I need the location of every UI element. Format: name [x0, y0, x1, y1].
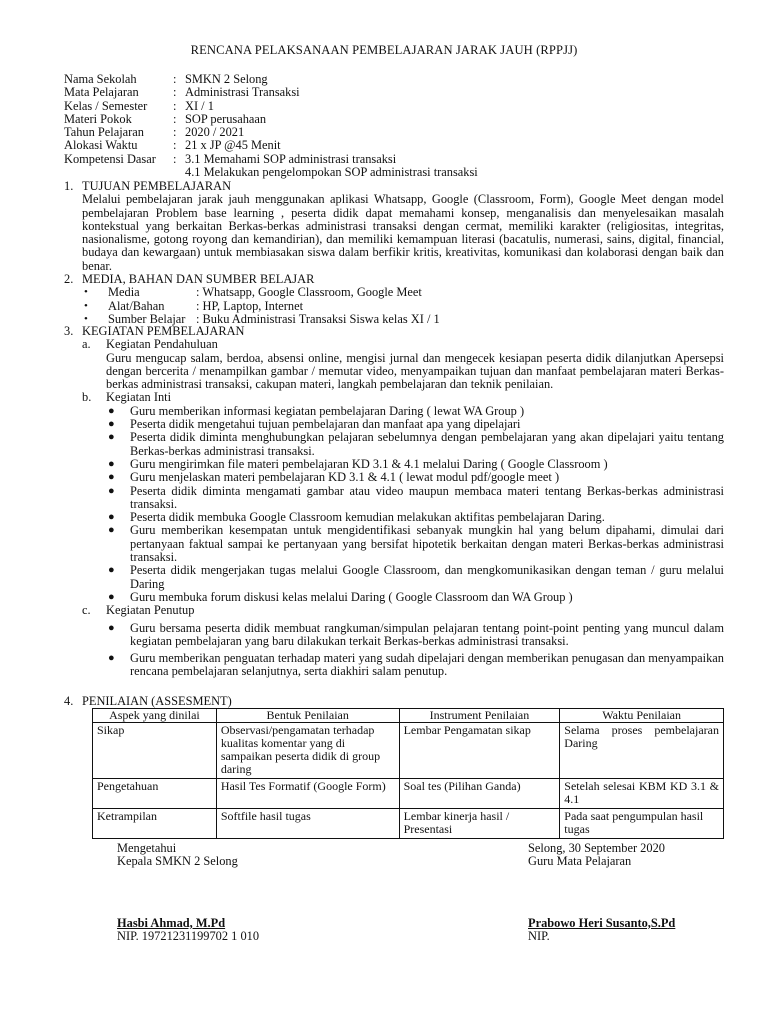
- subsection-title: Kegiatan Inti: [106, 390, 172, 405]
- identity-value: 4.1 Melakukan pengelompokan SOP administrasi transaksi: [185, 165, 478, 180]
- section-title: PENILAIAN (ASSESMENT): [82, 694, 232, 708]
- kegiatan-penutup-list: [64, 622, 724, 679]
- bullet-icon: ●: [108, 590, 115, 603]
- identity-label: Materi Pokok: [64, 111, 132, 126]
- identity-value: SMKN 2 Selong: [185, 72, 268, 86]
- column-header: Instrument Penilaian: [399, 709, 560, 723]
- column-header: Aspek yang dinilai: [93, 709, 217, 723]
- identity-row: Mata Pelajaran : Administrasi Transaksi: [64, 85, 300, 100]
- table-cell: Lembar kinerja hasil / Presentasi: [399, 809, 560, 839]
- subsection-paragraph: Guru mengucap salam, berdoa, absensi online, mengisi jurnal dan mengecek kesiapan peserta didik dilanjutkan Apersepsi dengan bercerita / menampilkan gambar / memutar video, menyampaikan tujuan dan manfaat pembelajaran materi Berkas-berkas administrasi transaksi, cakupan materi, langkah pembelajaran dan teknik penilaian.: [106, 350, 724, 392]
- table-cell: Pada saat pengumpulan hasil tugas: [560, 809, 724, 839]
- identity-label: Mata Pelajaran: [64, 85, 139, 100]
- list-item: ● Guru mengirimkan file materi pembelajaran KD 3.1 & 4.1 melalui Daring ( Google Classroom ): [108, 456, 608, 471]
- list-item: ● Peserta didik membuka Google Classroom kemudian melakukan aktifitas pembelajaran Daring.: [108, 510, 605, 525]
- table-cell: Observasi/pengamatan terhadap kualitas komentar yang di sampaikan peserta didik di group daring: [216, 723, 399, 779]
- identity-row: Materi Pokok : SOP perusahaan: [64, 111, 267, 126]
- identity-row: Tahun Pelajaran : 2020 / 2021: [64, 125, 245, 140]
- bullet-icon: ●: [108, 431, 115, 444]
- table-header-row: [93, 709, 724, 723]
- table-row: [93, 809, 724, 839]
- list-item: [82, 286, 724, 299]
- identity-row: Alokasi Waktu : 21 x JP @45 Menit: [64, 138, 281, 153]
- identity-value: 3.1 Memahami SOP administrasi transaksi: [185, 151, 397, 166]
- list-item: ● Guru bersama peserta didik membuat rangkuman/simpulan pelajaran tentang point-point penting yang muncul dalam kegiatan pembelajaran yang baru dilakukan terkait Berkas-berkas administrasi transaksi.: [108, 620, 724, 648]
- section-tujuan: [64, 180, 724, 273]
- section-kegiatan: [64, 325, 724, 679]
- identity-value: 2020 / 2021: [185, 125, 245, 140]
- list-item: [82, 300, 724, 313]
- table-cell: Ketrampilan: [93, 809, 217, 839]
- identity-value: 21 x JP @45 Menit: [185, 138, 281, 153]
- signatory-name: Prabowo Heri Susanto,S.Pd: [528, 915, 676, 930]
- identity-block: [64, 73, 478, 179]
- subsection-letter: c.: [82, 603, 91, 618]
- signature-caption: Mengetahui: [117, 841, 177, 855]
- section-title: MEDIA, BAHAN DAN SUMBER BELAJAR: [82, 272, 315, 286]
- identity-label: Tahun Pelajaran: [64, 125, 144, 140]
- list-item: ● Guru menjelaskan materi pembelajaran KD 3.1 & 4.1 ( lewat modul pdf/google meet ): [108, 470, 560, 485]
- column-header: Bentuk Penilaian: [216, 709, 399, 723]
- section-title: KEGIATAN PEMBELAJARAN: [82, 324, 245, 338]
- section-title: TUJUAN PEMBELAJARAN: [82, 179, 232, 193]
- identity-value: SOP perusahaan: [185, 111, 267, 126]
- bullet-icon: •: [84, 299, 88, 312]
- table-cell: Selama proses pembelajaran Daring: [560, 723, 724, 779]
- bullet-icon: ●: [108, 621, 115, 634]
- section-number: 2.: [64, 272, 74, 286]
- table-row: [93, 779, 724, 809]
- identity-label: Nama Sekolah: [64, 72, 137, 86]
- signature-role: Guru Mata Pelajaran: [528, 854, 632, 869]
- list-item: ● Guru memberikan penguatan terhadap materi yang sudah dipelajari dengan memberikan penugasan dan menyampaikan rencana pembelajaran selanjutnya, serta diakhiri salam penutup.: [108, 651, 724, 679]
- section-number: 4.: [64, 694, 74, 708]
- section-number: 1.: [64, 179, 74, 193]
- identity-label: Kompetensi Dasar: [64, 151, 156, 166]
- bullet-icon: •: [84, 286, 88, 299]
- bullet-icon: ●: [108, 471, 115, 484]
- bullet-icon: ●: [108, 484, 115, 497]
- table-cell: Soal tes (Pilihan Ganda): [399, 779, 560, 809]
- list-item: ● Peserta didik mengetahui tujuan pembelajaran dan manfaat apa yang dipelajari: [108, 417, 521, 432]
- item-label: Media: [108, 285, 140, 300]
- identity-value: XI / 1: [185, 98, 214, 113]
- list-item: ● Guru memberikan kesempatan untuk mengidentifikasi sebanyak mungkin hal yang belum dipahami, dimulai dari pertanyaan faktual sampai ke pertanyaan yang bersifat hipotetik berkaitan dengan materi Berkas-berkas administrasi transaksi.: [108, 523, 724, 565]
- identity-row: Kelas / Semester : XI / 1: [64, 98, 214, 113]
- section-media: [64, 273, 724, 326]
- table-cell: Setelah selesai KBM KD 3.1 & 4.1: [560, 779, 724, 809]
- table-cell: Sikap: [93, 723, 217, 779]
- bullet-icon: ●: [108, 564, 115, 577]
- bullet-icon: ●: [108, 404, 115, 417]
- section-number: 3.: [64, 324, 74, 338]
- table-cell: Softfile hasil tugas: [216, 809, 399, 839]
- identity-label: Kelas / Semester: [64, 98, 148, 113]
- identity-value: Administrasi Transaksi: [185, 85, 300, 100]
- bullet-icon: ●: [108, 418, 115, 431]
- bullet-icon: ●: [108, 457, 115, 470]
- item-value: : Whatsapp, Google Classroom, Google Meet: [196, 285, 422, 300]
- identity-label: Alokasi Waktu: [64, 138, 138, 153]
- identity-row: Nama Sekolah : SMKN 2 Selong: [64, 72, 268, 86]
- section-penilaian: [64, 695, 724, 708]
- bullet-icon: ●: [108, 652, 115, 665]
- media-list: [82, 286, 724, 326]
- assessment-table: [92, 708, 724, 839]
- signature-left: [117, 842, 259, 943]
- section-paragraph: Melalui pembelajaran jarak jauh menggunakan aplikasi Whatsapp, Google (Classroom, Form), Google Meet dengan model pembelajaran Problem base learning , peserta didik dapat memahami konsep, menganalisis dan menyelesaikan masalah kontekstual yang berkaitan Berkas-berkas administrasi transaksi dengan cermat, memiliki karakter (religiositas, integritas, nasionalisme, gotong royong dan kemandirian), dan memiliki kemampuan literasi (bacatulis, numerasi, sains, digital, financial, budaya dan kewargaan) untuk membiasakan siswa dalam berfikir kritis, kreativitas, komunikasi dan kolaborasi dengan baik dan benar.: [82, 192, 724, 273]
- list-item: ● Peserta didik diminta menghubungkan pelajaran sebelumnya dengan pembelajaran yang akan dipelajari yaitu tentang Berkas-berkas administrasi transaksi.: [108, 430, 724, 458]
- column-header: Waktu Penilaian: [560, 709, 724, 723]
- signature-right: [528, 842, 675, 943]
- identity-label: [64, 166, 173, 179]
- table-cell: Pengetahuan: [93, 779, 217, 809]
- subsection-title: Kegiatan Penutup: [106, 603, 195, 618]
- identity-row: Kompetensi Dasar : 3.1 Memahami SOP administrasi transaksi: [64, 151, 397, 166]
- identity-row: [64, 166, 478, 179]
- bullet-icon: ●: [108, 524, 115, 537]
- table-cell: Hasil Tes Formatif (Google Form): [216, 779, 399, 809]
- list-item: ● Guru membuka forum diskusi kelas melalui Daring ( Google Classroom dan WA Group ): [108, 589, 573, 604]
- signatory-nip: NIP. 19721231199702 1 010: [117, 928, 260, 943]
- list-item: ● Peserta didik mengerjakan tugas melalui Google Classroom, dan mengkomunikasikan dengan teman / guru melalui Daring: [108, 563, 724, 591]
- subsection-heading: [82, 391, 724, 404]
- document-title: RENCANA PELAKSANAAN PEMBELAJARAN JARAK JAUH (RPPJJ): [190, 43, 578, 57]
- list-item: ● Guru memberikan informasi kegiatan pembelajaran Daring ( lewat WA Group ): [108, 403, 525, 418]
- subsection-heading: [82, 338, 724, 351]
- item-value: : HP, Laptop, Internet: [196, 298, 304, 313]
- bullet-icon: ●: [108, 511, 115, 524]
- item-value: : Buku Administrasi Transaksi Siswa kelas XI / 1: [196, 311, 440, 326]
- list-item: ● Peserta didik diminta mengamati gambar atau video maupun membaca materi tentang Berkas-berkas administrasi transaksi.: [108, 483, 724, 511]
- bullet-icon: •: [84, 312, 88, 325]
- item-label: Alat/Bahan: [108, 298, 165, 313]
- signature-place-date: Selong, 30 September 2020: [528, 841, 665, 855]
- kegiatan-inti-list: [64, 405, 724, 604]
- subsection-letter: b.: [82, 390, 92, 405]
- signatory-nip: NIP.: [528, 928, 550, 943]
- table-row: [93, 723, 724, 779]
- signatory-name: Hasbi Ahmad, M.Pd: [117, 915, 226, 930]
- table-cell: Lembar Pengamatan sikap: [399, 723, 560, 779]
- item-label: Sumber Belajar: [108, 311, 186, 326]
- subsection-title: Kegiatan Pendahuluan: [106, 337, 218, 352]
- subsection-heading: [82, 604, 724, 617]
- subsection-letter: a.: [82, 337, 91, 352]
- signature-role: Kepala SMKN 2 Selong: [117, 854, 238, 869]
